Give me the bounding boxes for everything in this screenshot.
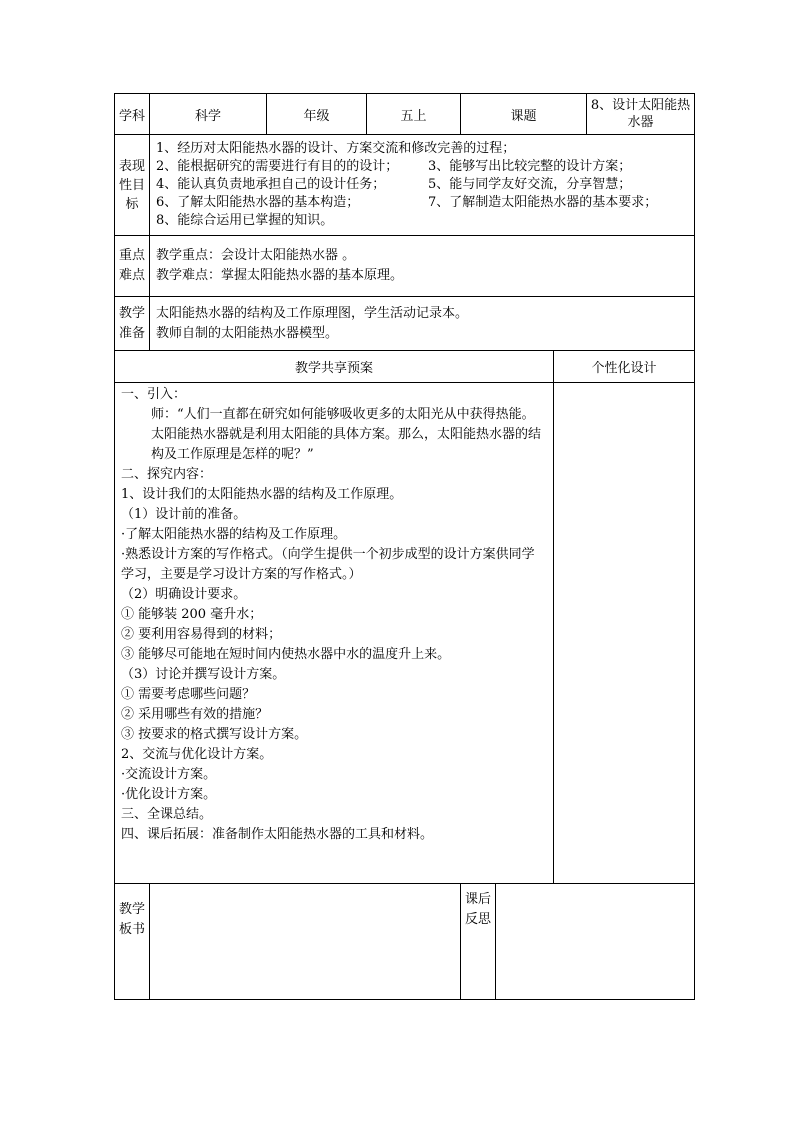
- goals-label: 表现性目标: [115, 135, 150, 236]
- plan-line: 三、全课总结。: [121, 807, 213, 822]
- header-row: [115, 94, 695, 135]
- personal-design-header: 个性化设计: [554, 351, 695, 383]
- goal-item: 6、了解太阳能热水器的基本构造；: [156, 195, 360, 210]
- preparation-label: 教学准备: [115, 297, 150, 351]
- goal-item: 7、了解制造太阳能热水器的基本要求；: [428, 195, 658, 210]
- plan-content-row: [115, 383, 695, 884]
- preparation-line: 教师自制的太阳能热水器模型。: [156, 325, 339, 341]
- plan-line: ② 要利用容易得到的材料；: [121, 627, 282, 642]
- topic-value: 8、设计太阳能热水器: [587, 94, 695, 135]
- plan-line: ·了解太阳能热水器的结构及工作原理。: [121, 527, 347, 542]
- plan-line: ① 需要考虑哪些问题？: [121, 687, 256, 702]
- goal-item: 1、经历对太阳能热水器的设计、方案交流和修改完善的过程；: [156, 141, 516, 156]
- plan-line: ② 采用哪些有效的措施？: [121, 707, 269, 722]
- plan-line: ① 能够装 200 毫升水；: [121, 607, 263, 622]
- board-content: [150, 884, 461, 1000]
- key-points-label: 重点难点: [115, 236, 150, 297]
- subject-value: 科学: [150, 94, 267, 135]
- goal-item: 3、能够写出比较完整的设计方案；: [428, 159, 632, 174]
- shared-plan-header: 教学共享预案: [115, 351, 554, 383]
- plan-line: 四、课后拓展：准备制作太阳能热水器的工具和材料。: [121, 827, 434, 842]
- key-points-content: [150, 236, 695, 297]
- teaching-difficulty: 教学难点：掌握太阳能热水器的基本原理。: [156, 268, 404, 283]
- goal-item: 4、能认真负责地承担自己的设计任务；: [156, 177, 386, 192]
- plan-line: ③ 按要求的格式撰写设计方案。: [121, 727, 308, 742]
- goal-item: 2、能根据研究的需要进行有目的的设计；: [156, 159, 399, 174]
- teaching-focus: 教学重点：会设计太阳能热水器 。: [156, 248, 356, 263]
- plan-line: （2）明确设计要求。: [121, 587, 247, 602]
- plan-line: 1、设计我们的太阳能热水器的结构及工作原理。: [121, 487, 403, 502]
- grade-value: 五上: [367, 94, 461, 135]
- plan-line: ·熟悉设计方案的写作格式。（向学生提供一个初步成型的设计方案供同学学习，主要是学习设计方案的写作格式。）: [121, 547, 535, 582]
- shared-plan-content: [115, 383, 554, 884]
- plan-line: 2、交流与优化设计方案。: [121, 747, 273, 762]
- plan-line: 师：“人们一直都在研究如何能够吸收更多的太阳光从中获得热能。太阳能热水器就是利用太阳能的具体方案。那么，太阳能热水器的结构及工作原理是怎样的呢？”: [151, 407, 542, 462]
- reflection-label: 课后反思: [461, 884, 496, 1000]
- preparation-content: [150, 297, 695, 351]
- plan-line: （3）讨论并撰写设计方案。: [121, 667, 286, 682]
- lesson-plan-table: [114, 93, 695, 1000]
- reflection-content: [496, 884, 695, 1000]
- grade-label: 年级: [267, 94, 367, 135]
- preparation-row: [115, 297, 695, 351]
- plan-line: 一、引入：: [121, 387, 187, 402]
- preparation-line: 太阳能热水器的结构及工作原理图，学生活动记录本。: [156, 305, 469, 321]
- plan-line: （1）设计前的准备。: [121, 507, 247, 522]
- topic-label: 课题: [461, 94, 587, 135]
- goals-row: [115, 135, 695, 236]
- goal-item: 5、能与同学友好交流，分享智慧；: [428, 177, 632, 192]
- goals-content: [150, 135, 695, 236]
- personal-design-content: [554, 383, 695, 884]
- plan-line: ·优化设计方案。: [121, 787, 217, 802]
- footer-row: [115, 884, 695, 1000]
- plan-line: ③ 能够尽可能地在短时间内使热水器中水的温度升上来。: [121, 647, 451, 662]
- plan-line: ·交流设计方案。: [121, 767, 217, 782]
- plan-line: 二、探究内容：: [121, 467, 213, 482]
- board-label: 教学板书: [115, 884, 150, 1000]
- goal-item: 8、能综合运用已掌握的知识。: [156, 213, 334, 228]
- subject-label: 学科: [115, 94, 150, 135]
- plan-header-row: [115, 351, 695, 383]
- key-points-row: [115, 236, 695, 297]
